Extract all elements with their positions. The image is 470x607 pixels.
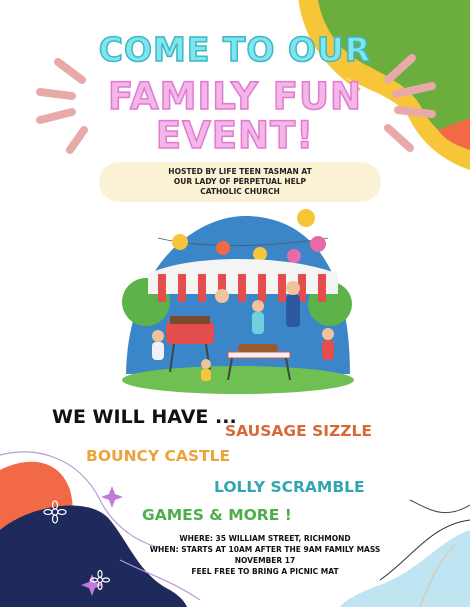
activity-games-and-more: GAMES & MORE ! [142, 506, 292, 524]
title-line-1: COME TO OUR [98, 30, 372, 69]
activities-heading: WE WILL HAVE ... [52, 406, 237, 428]
title-line-3: EVENT! [155, 114, 315, 157]
activity-sausage-sizzle: SAUSAGE SIZZLE [225, 422, 373, 440]
detail-note: FEEL FREE TO BRING A PICNIC MAT [191, 567, 339, 576]
host-line-3: CATHOLIC CHURCH [200, 187, 280, 196]
title-line-2: FAMILY FUN [107, 75, 363, 118]
host-line-2: OUR LADY OF PERPETUAL HELP [173, 177, 307, 186]
family-picnic-illustration [118, 204, 358, 404]
detail-when: WHEN: STARTS AT 10AM AFTER THE 9AM FAMILY MASS [149, 545, 381, 554]
activity-bouncy-castle: BOUNCY CASTLE [86, 447, 231, 465]
host-line-1: HOSTED BY LIFE TEEN TASMAN AT [168, 167, 312, 176]
event-details [120, 533, 410, 577]
detail-where: WHERE: 35 WILLIAM STREET, RICHMOND [179, 534, 351, 543]
detail-date: NOVEMBER 17 [234, 556, 296, 565]
activity-lolly-scramble: LOLLY SCRAMBLE [214, 478, 365, 496]
host-info-box [99, 162, 381, 202]
